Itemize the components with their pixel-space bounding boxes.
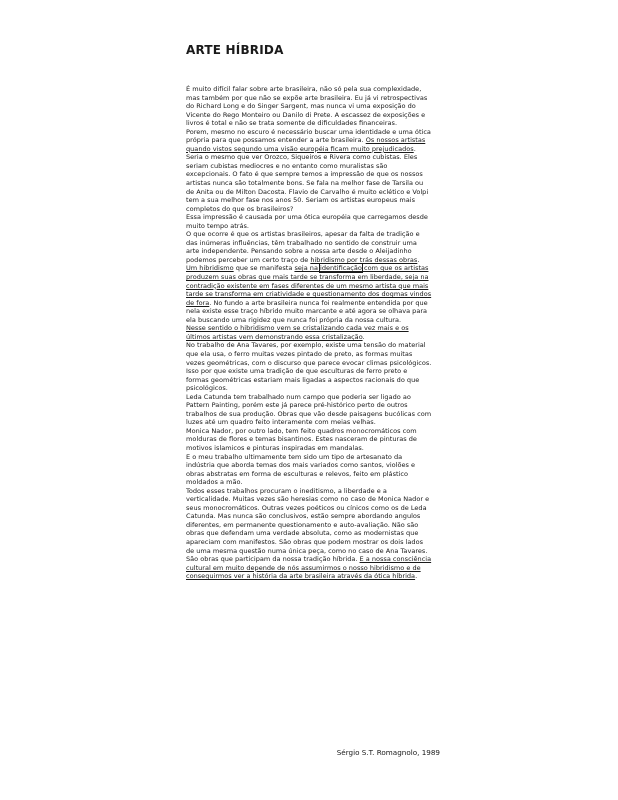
- body-paragraph: [186, 213, 432, 230]
- text-run: Todos esses trabalhos procuram o ineditismo, a liberdade e a verticalidade. Muitas vezes são heresias como no caso de Monica Nador e seus monocromáticos. Outras vezes poéticos ou cínicos como os de Leda Catunda. Mas nunca são conclusivos, estão sempre abordando angulos diferentes, em permanente questionamento e auto-avaliação. Não são obras que defendam uma verdade absoluta, como as modernistas que apareciam com manifestos. São obras que podem mostrar os dois lados de uma mesma questão numa única peça, como no caso de Ana Tavares. São obras que participam da nossa tradição híbrida.: [186, 486, 430, 564]
- text-run: que se manifesta: [233, 264, 295, 273]
- body-paragraph: [186, 128, 432, 213]
- text-run: Monica Nador, por outro lado, tem feito quadros monocromáticos com molduras de flores e temas bisantinos. Estes nasceram de pinturas de motivos islamicos e pinturas inspiradas em mandalas.: [186, 426, 417, 452]
- underlined-text: seja na: [294, 264, 321, 273]
- author-signature-line: Sérgio S.T. Romagnolo, 1989: [336, 748, 440, 757]
- body-paragraph: [186, 393, 432, 427]
- article-body: [186, 85, 432, 581]
- body-paragraph: [186, 230, 432, 324]
- underlined-text: E a nossa consciência cultural em muito depende de nós assumirmos o nosso hibridismo e de conseguirmos ver a história da arte brasileira através da ótica híbrida: [186, 555, 432, 581]
- article-title: ARTE HÍBRIDA: [186, 43, 284, 57]
- body-paragraph: [186, 85, 432, 128]
- text-run: Essa impressão é causada por uma ótica européia que carregamos desde muito tempo atrás.: [186, 213, 428, 230]
- body-paragraph: [186, 427, 432, 453]
- text-run: . No fundo a arte brasileira nunca foi realmente entendida por que nela existe esse traço híbrido muito marcante e até agora se olhava para ela buscando uma rigidez que nunca foi própria da nossa cultura.: [186, 298, 428, 324]
- underlined-text: Os nossos artistas quando vistos segundo uma visão européia ficam muito prejudicados: [186, 136, 426, 153]
- text-run: Porem, mesmo no escuro é necessário buscar uma identidade e uma ótica própria para que possamos entender a arte brasileira.: [186, 127, 431, 145]
- text-run: É muito difícil falar sobre arte brasileira, não só pela sua complexidade, mas também por que não se expõe arte brasileira. Eu já vi retrospectivas do Richard Long e do Singer Sargent, mas nunca vi uma exposição do Vicente do Rego Monteiro ou Danilo di Prete. A escassez de exposições e livros é total e não se trata somente de dificuldades financeiras.: [186, 85, 428, 128]
- underlined-text: Um hibridismo: [186, 264, 234, 273]
- underlined-text: hibridismo por trás dessas obras: [310, 255, 418, 264]
- underlined-text: com que os artistas produzem suas obras que mais tarde se transforma em liberdade: [186, 264, 429, 282]
- text-run: No trabalho de Ana Tavares, por exemplo, existe uma tensão do material que ela usa, o ferro muitas vezes pintado de preto, as formas muitas vezes geométricas, com o discurso que parece evocar climas psicológicos. Isso por que existe uma tradição de que esculturas de ferro preto e formas geométricas estariam mais ligadas a aspectos racionais do que psicológicos.: [186, 341, 432, 393]
- body-paragraph: [186, 341, 432, 392]
- body-paragraph: [186, 487, 432, 581]
- text-run: .: [417, 255, 420, 264]
- boxed-underlined-text: identificação: [320, 264, 362, 273]
- body-paragraph: [186, 453, 432, 487]
- underlined-text: , seja na contradição existente em fases diferentes de um mesmo artista que mais tarde se transforma em criatividade e questionamento dos dogmas vindos de fora: [186, 273, 432, 307]
- text-run: O que ocorre é que os artistas brasileiros, apesar da falta de tradição e das inúmeras influências, têm trabalhado no sentido de construir uma arte independente. Pensando sobre a nossa arte desde o Aleijadinho podemos perceber um certo traço de: [186, 230, 420, 264]
- text-run: . Seria o mesmo que ver Orozco, Siqueiros e Rivera como cubistas. Eles seriam cubistas mediocres e no entanto como muralistas são excepcionais. O fato é que sempre temos a impressão de que os nossos artistas nunca são totalmente bons. Se fala na melhor fase de Tarsila ou de Anita ou de Milton Dacosta. Flavio de Carvalho é muito eclético e Volpi tem a sua melhor fase nos anos 50. Seriam os artistas europeus mais completos do que os brasileiros?: [186, 144, 429, 213]
- text-run: .: [415, 572, 418, 581]
- body-paragraph: [186, 324, 432, 341]
- text-run: Leda Catunda tem trabalhado num campo que poderia ser ligado ao Pattern Painting, porém este já parece pré-histórico perto de outros trabalhos de sua produção. Obras que vão desde paisagens bucólicas com luzes até um quadro feito interamente com meias velhas.: [186, 392, 432, 427]
- text-run: E o meu trabalho ultimamente tem sido um tipo de artesanato da indústria que aborda temas dos mais variados como santos, violões e obras abstratas em forma de esculturas e relevos, feito em plástico moldados a mão.: [186, 452, 416, 487]
- underlined-text: Nesse sentido o hibridismo vem se cristalizando cada vez mais e os últimos artistas vem demonstrando essa cristalização: [186, 324, 409, 341]
- text-run: .: [362, 332, 365, 341]
